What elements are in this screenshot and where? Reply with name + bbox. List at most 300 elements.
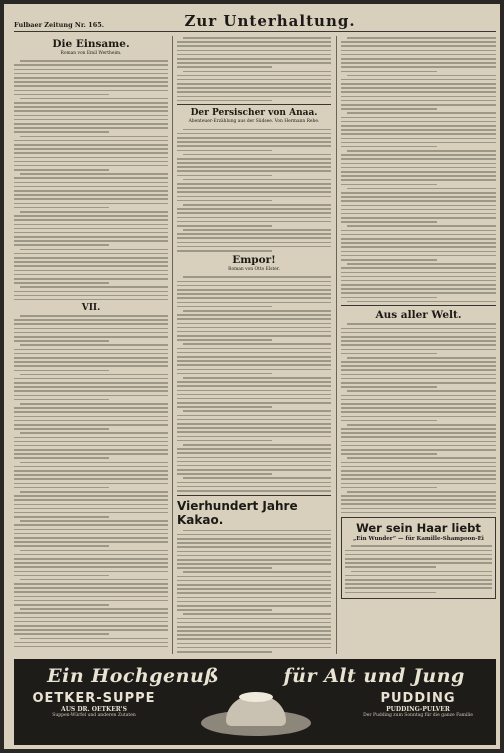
text-line bbox=[341, 382, 496, 384]
text-line bbox=[14, 633, 109, 635]
text-line bbox=[14, 299, 168, 301]
text-line bbox=[341, 217, 496, 219]
text-line bbox=[14, 119, 168, 121]
text-line bbox=[14, 646, 168, 648]
text-line bbox=[20, 249, 168, 251]
text-line bbox=[183, 410, 331, 412]
story-title: Empor! bbox=[232, 254, 276, 267]
text-line bbox=[177, 643, 331, 645]
body-text bbox=[177, 275, 331, 491]
text-line bbox=[341, 280, 496, 282]
text-line bbox=[20, 344, 168, 346]
text-line bbox=[177, 465, 331, 467]
text-line bbox=[14, 390, 168, 392]
text-line bbox=[341, 365, 496, 367]
text-line bbox=[347, 424, 496, 426]
text-line bbox=[177, 601, 331, 603]
text-line bbox=[341, 276, 496, 278]
text-line bbox=[177, 285, 331, 287]
text-line bbox=[177, 306, 272, 308]
text-line bbox=[14, 537, 168, 539]
text-line bbox=[14, 152, 168, 154]
banner-title-left: Ein Hochgenuß bbox=[47, 665, 220, 687]
text-line bbox=[341, 179, 496, 181]
text-line bbox=[177, 555, 331, 557]
text-line bbox=[14, 541, 168, 543]
text-line bbox=[177, 137, 331, 139]
advertisement bbox=[341, 517, 496, 598]
text-line bbox=[345, 579, 492, 581]
text-line bbox=[14, 186, 168, 188]
text-line bbox=[341, 512, 496, 514]
section-divider bbox=[177, 104, 331, 105]
text-line bbox=[177, 469, 331, 471]
text-line bbox=[177, 62, 331, 64]
text-line bbox=[341, 349, 496, 351]
text-line bbox=[14, 554, 168, 556]
text-line bbox=[14, 416, 168, 418]
text-line bbox=[341, 344, 496, 346]
text-line bbox=[177, 584, 331, 586]
banner-title bbox=[15, 662, 497, 690]
text-line bbox=[341, 213, 496, 215]
text-line bbox=[14, 332, 168, 334]
text-line bbox=[341, 332, 496, 334]
text-line bbox=[341, 138, 496, 140]
ad-text bbox=[345, 544, 492, 593]
text-line bbox=[177, 436, 331, 438]
text-line bbox=[177, 133, 331, 135]
text-line bbox=[183, 71, 331, 73]
text-line bbox=[341, 483, 496, 485]
text-line bbox=[177, 385, 331, 387]
text-line bbox=[14, 587, 168, 589]
text-line bbox=[341, 292, 496, 294]
text-line bbox=[177, 75, 331, 77]
text-line bbox=[14, 424, 168, 426]
text-line bbox=[14, 110, 168, 112]
text-line bbox=[177, 423, 331, 425]
text-line bbox=[177, 360, 331, 362]
text-line bbox=[14, 127, 168, 129]
text-line bbox=[341, 284, 496, 286]
text-line bbox=[14, 575, 109, 577]
text-line bbox=[183, 179, 331, 181]
text-line bbox=[177, 605, 331, 607]
product-brand: AUS DR. OETKER'S bbox=[61, 706, 127, 713]
text-line bbox=[341, 267, 496, 269]
text-line bbox=[14, 224, 168, 226]
text-line bbox=[14, 420, 168, 422]
story-title: Der Persischer von Anaa. bbox=[190, 108, 318, 119]
text-line bbox=[177, 54, 331, 56]
text-line bbox=[341, 87, 496, 89]
text-line bbox=[20, 550, 168, 552]
text-line bbox=[14, 524, 168, 526]
text-line bbox=[14, 625, 168, 627]
text-line bbox=[183, 477, 331, 479]
text-line bbox=[177, 559, 331, 561]
text-line bbox=[14, 131, 109, 133]
text-line bbox=[341, 374, 496, 376]
section-divider bbox=[177, 495, 331, 496]
text-line bbox=[14, 428, 109, 430]
product-name: PUDDING bbox=[380, 691, 456, 706]
text-line bbox=[177, 473, 272, 475]
text-line bbox=[20, 638, 168, 640]
text-line bbox=[20, 60, 168, 62]
text-line bbox=[177, 482, 331, 484]
text-line bbox=[14, 282, 109, 284]
text-line bbox=[177, 551, 331, 553]
column-1 bbox=[14, 36, 168, 654]
text-line bbox=[183, 377, 331, 379]
text-line bbox=[177, 331, 331, 333]
body-text bbox=[177, 36, 331, 101]
text-line bbox=[341, 91, 496, 93]
text-line bbox=[177, 373, 272, 375]
text-columns bbox=[14, 36, 496, 654]
text-line bbox=[341, 50, 496, 52]
text-line bbox=[341, 71, 437, 73]
text-line bbox=[177, 538, 331, 540]
text-line bbox=[177, 162, 331, 164]
text-line bbox=[20, 211, 168, 213]
text-line bbox=[341, 146, 437, 148]
text-line bbox=[177, 622, 331, 624]
body-text bbox=[14, 314, 168, 647]
text-line bbox=[14, 228, 168, 230]
text-line bbox=[177, 250, 272, 252]
text-line bbox=[341, 272, 496, 274]
text-line bbox=[177, 87, 331, 89]
text-line bbox=[14, 190, 168, 192]
text-line bbox=[14, 378, 168, 380]
text-line bbox=[183, 310, 331, 312]
text-line bbox=[341, 200, 496, 202]
text-line bbox=[177, 141, 331, 143]
story-byline: Roman von Otto Elster. bbox=[228, 267, 280, 273]
text-line bbox=[341, 259, 437, 261]
text-line bbox=[341, 420, 437, 422]
text-line bbox=[341, 171, 496, 173]
text-line bbox=[345, 550, 492, 552]
text-line bbox=[341, 495, 496, 497]
text-line bbox=[345, 583, 492, 585]
text-line bbox=[177, 609, 272, 611]
text-line bbox=[20, 403, 168, 405]
text-line bbox=[14, 349, 168, 351]
text-line bbox=[341, 62, 496, 64]
text-line bbox=[20, 173, 168, 175]
banner-title-right: für Alt und Jung bbox=[283, 665, 465, 687]
text-line bbox=[177, 630, 331, 632]
text-line bbox=[341, 378, 496, 380]
text-line bbox=[14, 261, 168, 263]
text-line bbox=[341, 361, 496, 363]
text-line bbox=[341, 453, 437, 455]
text-line bbox=[14, 600, 168, 602]
text-line bbox=[341, 238, 496, 240]
text-line bbox=[177, 597, 331, 599]
text-line bbox=[345, 558, 492, 560]
text-line bbox=[177, 356, 331, 358]
text-line bbox=[14, 529, 168, 531]
text-line bbox=[341, 369, 496, 371]
text-line bbox=[177, 427, 331, 429]
text-line bbox=[177, 486, 331, 488]
text-line bbox=[341, 403, 496, 405]
text-line bbox=[20, 374, 168, 376]
text-line bbox=[177, 339, 272, 341]
text-line bbox=[183, 530, 331, 532]
text-line bbox=[341, 449, 496, 451]
text-line bbox=[14, 399, 109, 401]
text-line bbox=[183, 37, 331, 39]
text-line bbox=[177, 318, 331, 320]
text-line bbox=[14, 115, 168, 117]
text-line bbox=[14, 357, 168, 359]
text-line bbox=[14, 232, 168, 234]
text-line bbox=[341, 196, 496, 198]
text-line bbox=[177, 233, 331, 235]
text-line bbox=[345, 592, 436, 594]
text-line bbox=[177, 150, 272, 152]
text-line bbox=[351, 571, 492, 573]
text-line bbox=[14, 562, 168, 564]
text-line bbox=[14, 123, 168, 125]
text-line bbox=[345, 575, 492, 577]
text-line bbox=[177, 145, 331, 147]
text-line bbox=[14, 161, 168, 163]
body-text bbox=[341, 322, 496, 513]
text-line bbox=[14, 395, 168, 397]
text-line bbox=[341, 499, 496, 501]
product-name: OETKER-SUPPE bbox=[32, 691, 156, 706]
news-title: Aus aller Welt. bbox=[375, 309, 462, 322]
text-line bbox=[177, 212, 331, 214]
text-line bbox=[177, 293, 331, 295]
text-line bbox=[341, 508, 496, 510]
text-line bbox=[14, 64, 168, 66]
text-line bbox=[14, 291, 168, 293]
text-line bbox=[14, 470, 168, 472]
text-line bbox=[14, 617, 168, 619]
text-line bbox=[14, 336, 168, 338]
text-line bbox=[341, 407, 496, 409]
text-line bbox=[341, 58, 496, 60]
text-line bbox=[14, 106, 168, 108]
text-line bbox=[14, 265, 168, 267]
text-line bbox=[14, 365, 168, 367]
text-line bbox=[177, 352, 331, 354]
text-line bbox=[20, 286, 168, 288]
text-line bbox=[177, 170, 331, 172]
text-line bbox=[14, 236, 168, 238]
text-line bbox=[14, 483, 168, 485]
text-line bbox=[341, 83, 496, 85]
text-line bbox=[177, 58, 331, 60]
text-line bbox=[177, 225, 272, 227]
text-line bbox=[183, 276, 331, 278]
text-line bbox=[341, 175, 496, 177]
text-line bbox=[347, 75, 496, 77]
text-line bbox=[177, 457, 331, 459]
text-line bbox=[14, 69, 168, 71]
text-line bbox=[341, 79, 496, 81]
text-line bbox=[14, 478, 168, 480]
text-line bbox=[20, 462, 168, 464]
text-line bbox=[341, 246, 496, 248]
text-line bbox=[177, 576, 331, 578]
text-line bbox=[341, 205, 496, 207]
text-line bbox=[14, 441, 168, 443]
text-line bbox=[177, 175, 272, 177]
text-line bbox=[14, 370, 109, 372]
text-line bbox=[341, 184, 437, 186]
text-line bbox=[14, 621, 168, 623]
text-line bbox=[177, 647, 331, 649]
pudding-illustration bbox=[181, 692, 331, 742]
paper-name: Fulbaer Zeitung Nr. 165. bbox=[14, 21, 105, 29]
text-line bbox=[177, 592, 331, 594]
text-line bbox=[341, 133, 496, 135]
text-line bbox=[14, 545, 109, 547]
text-line bbox=[177, 490, 331, 492]
text-line bbox=[14, 629, 168, 631]
text-line bbox=[341, 41, 496, 43]
ad-headline: Wer sein Haar liebt bbox=[356, 521, 481, 536]
text-line bbox=[341, 478, 496, 480]
text-line bbox=[177, 191, 331, 193]
text-line bbox=[177, 415, 331, 417]
text-line bbox=[177, 588, 331, 590]
text-line bbox=[14, 77, 168, 79]
text-line bbox=[177, 440, 272, 442]
text-line bbox=[14, 495, 168, 497]
ad-subline: „Ein Wunder“ — für Kamille-Shampoon-Ei bbox=[353, 536, 484, 543]
text-line bbox=[177, 364, 331, 366]
text-line bbox=[341, 192, 496, 194]
text-line bbox=[341, 411, 496, 413]
text-line bbox=[14, 411, 168, 413]
text-line bbox=[177, 542, 331, 544]
body-text bbox=[14, 59, 168, 300]
text-line bbox=[177, 96, 331, 98]
text-line bbox=[341, 234, 496, 236]
text-line bbox=[177, 381, 331, 383]
text-line bbox=[14, 144, 168, 146]
text-line bbox=[177, 246, 331, 248]
text-line bbox=[341, 129, 496, 131]
text-line bbox=[14, 591, 168, 593]
column-divider bbox=[172, 36, 173, 654]
text-line bbox=[14, 504, 168, 506]
text-line bbox=[177, 394, 331, 396]
text-line bbox=[341, 436, 496, 438]
text-line bbox=[177, 242, 331, 244]
text-line bbox=[341, 328, 496, 330]
text-line bbox=[341, 255, 496, 257]
text-line bbox=[14, 457, 109, 459]
text-line bbox=[177, 166, 331, 168]
text-line bbox=[347, 225, 496, 227]
text-line bbox=[14, 361, 168, 363]
text-line bbox=[177, 626, 331, 628]
text-line bbox=[341, 470, 496, 472]
text-line bbox=[177, 45, 331, 47]
text-line bbox=[177, 419, 331, 421]
text-line bbox=[183, 129, 331, 131]
column-divider bbox=[336, 36, 337, 654]
text-line bbox=[345, 566, 436, 568]
text-line bbox=[177, 217, 331, 219]
text-line bbox=[177, 348, 331, 350]
story-title: Die Einsame. bbox=[52, 38, 130, 50]
text-line bbox=[177, 323, 331, 325]
text-line bbox=[20, 432, 168, 434]
text-line bbox=[177, 200, 272, 202]
text-line bbox=[341, 100, 496, 102]
text-line bbox=[177, 448, 331, 450]
text-line bbox=[177, 398, 331, 400]
text-line bbox=[177, 281, 331, 283]
text-line bbox=[341, 154, 496, 156]
text-line bbox=[177, 390, 331, 392]
text-line bbox=[177, 563, 331, 565]
text-line bbox=[341, 54, 496, 56]
text-line bbox=[183, 204, 331, 206]
text-line bbox=[341, 416, 496, 418]
text-line bbox=[14, 323, 168, 325]
text-line bbox=[14, 215, 168, 217]
text-line bbox=[177, 369, 331, 371]
text-line bbox=[341, 163, 496, 165]
text-line bbox=[14, 558, 168, 560]
text-line bbox=[341, 104, 496, 106]
text-line bbox=[347, 112, 496, 114]
text-line bbox=[341, 297, 437, 299]
section-title: Zur Unterhaltung. bbox=[184, 12, 356, 30]
text-line bbox=[341, 288, 496, 290]
text-line bbox=[341, 474, 496, 476]
text-line bbox=[14, 319, 168, 321]
text-line bbox=[14, 257, 168, 259]
text-line bbox=[14, 437, 168, 439]
text-line bbox=[14, 453, 168, 455]
text-line bbox=[177, 452, 331, 454]
text-line bbox=[177, 158, 331, 160]
text-line bbox=[341, 462, 496, 464]
text-line bbox=[347, 357, 496, 359]
text-line bbox=[183, 229, 331, 231]
text-line bbox=[183, 444, 331, 446]
text-line bbox=[347, 457, 496, 459]
chapter-number: VII. bbox=[81, 303, 101, 314]
text-line bbox=[177, 41, 331, 43]
text-line bbox=[177, 50, 331, 52]
text-line bbox=[14, 194, 168, 196]
text-line bbox=[183, 613, 331, 615]
text-line bbox=[347, 390, 496, 392]
text-line bbox=[177, 335, 331, 337]
oetker-advertisement-banner bbox=[14, 659, 496, 745]
text-line bbox=[14, 571, 168, 573]
text-line bbox=[14, 642, 168, 644]
text-line bbox=[14, 90, 168, 92]
text-line bbox=[14, 73, 168, 75]
text-line bbox=[14, 407, 168, 409]
